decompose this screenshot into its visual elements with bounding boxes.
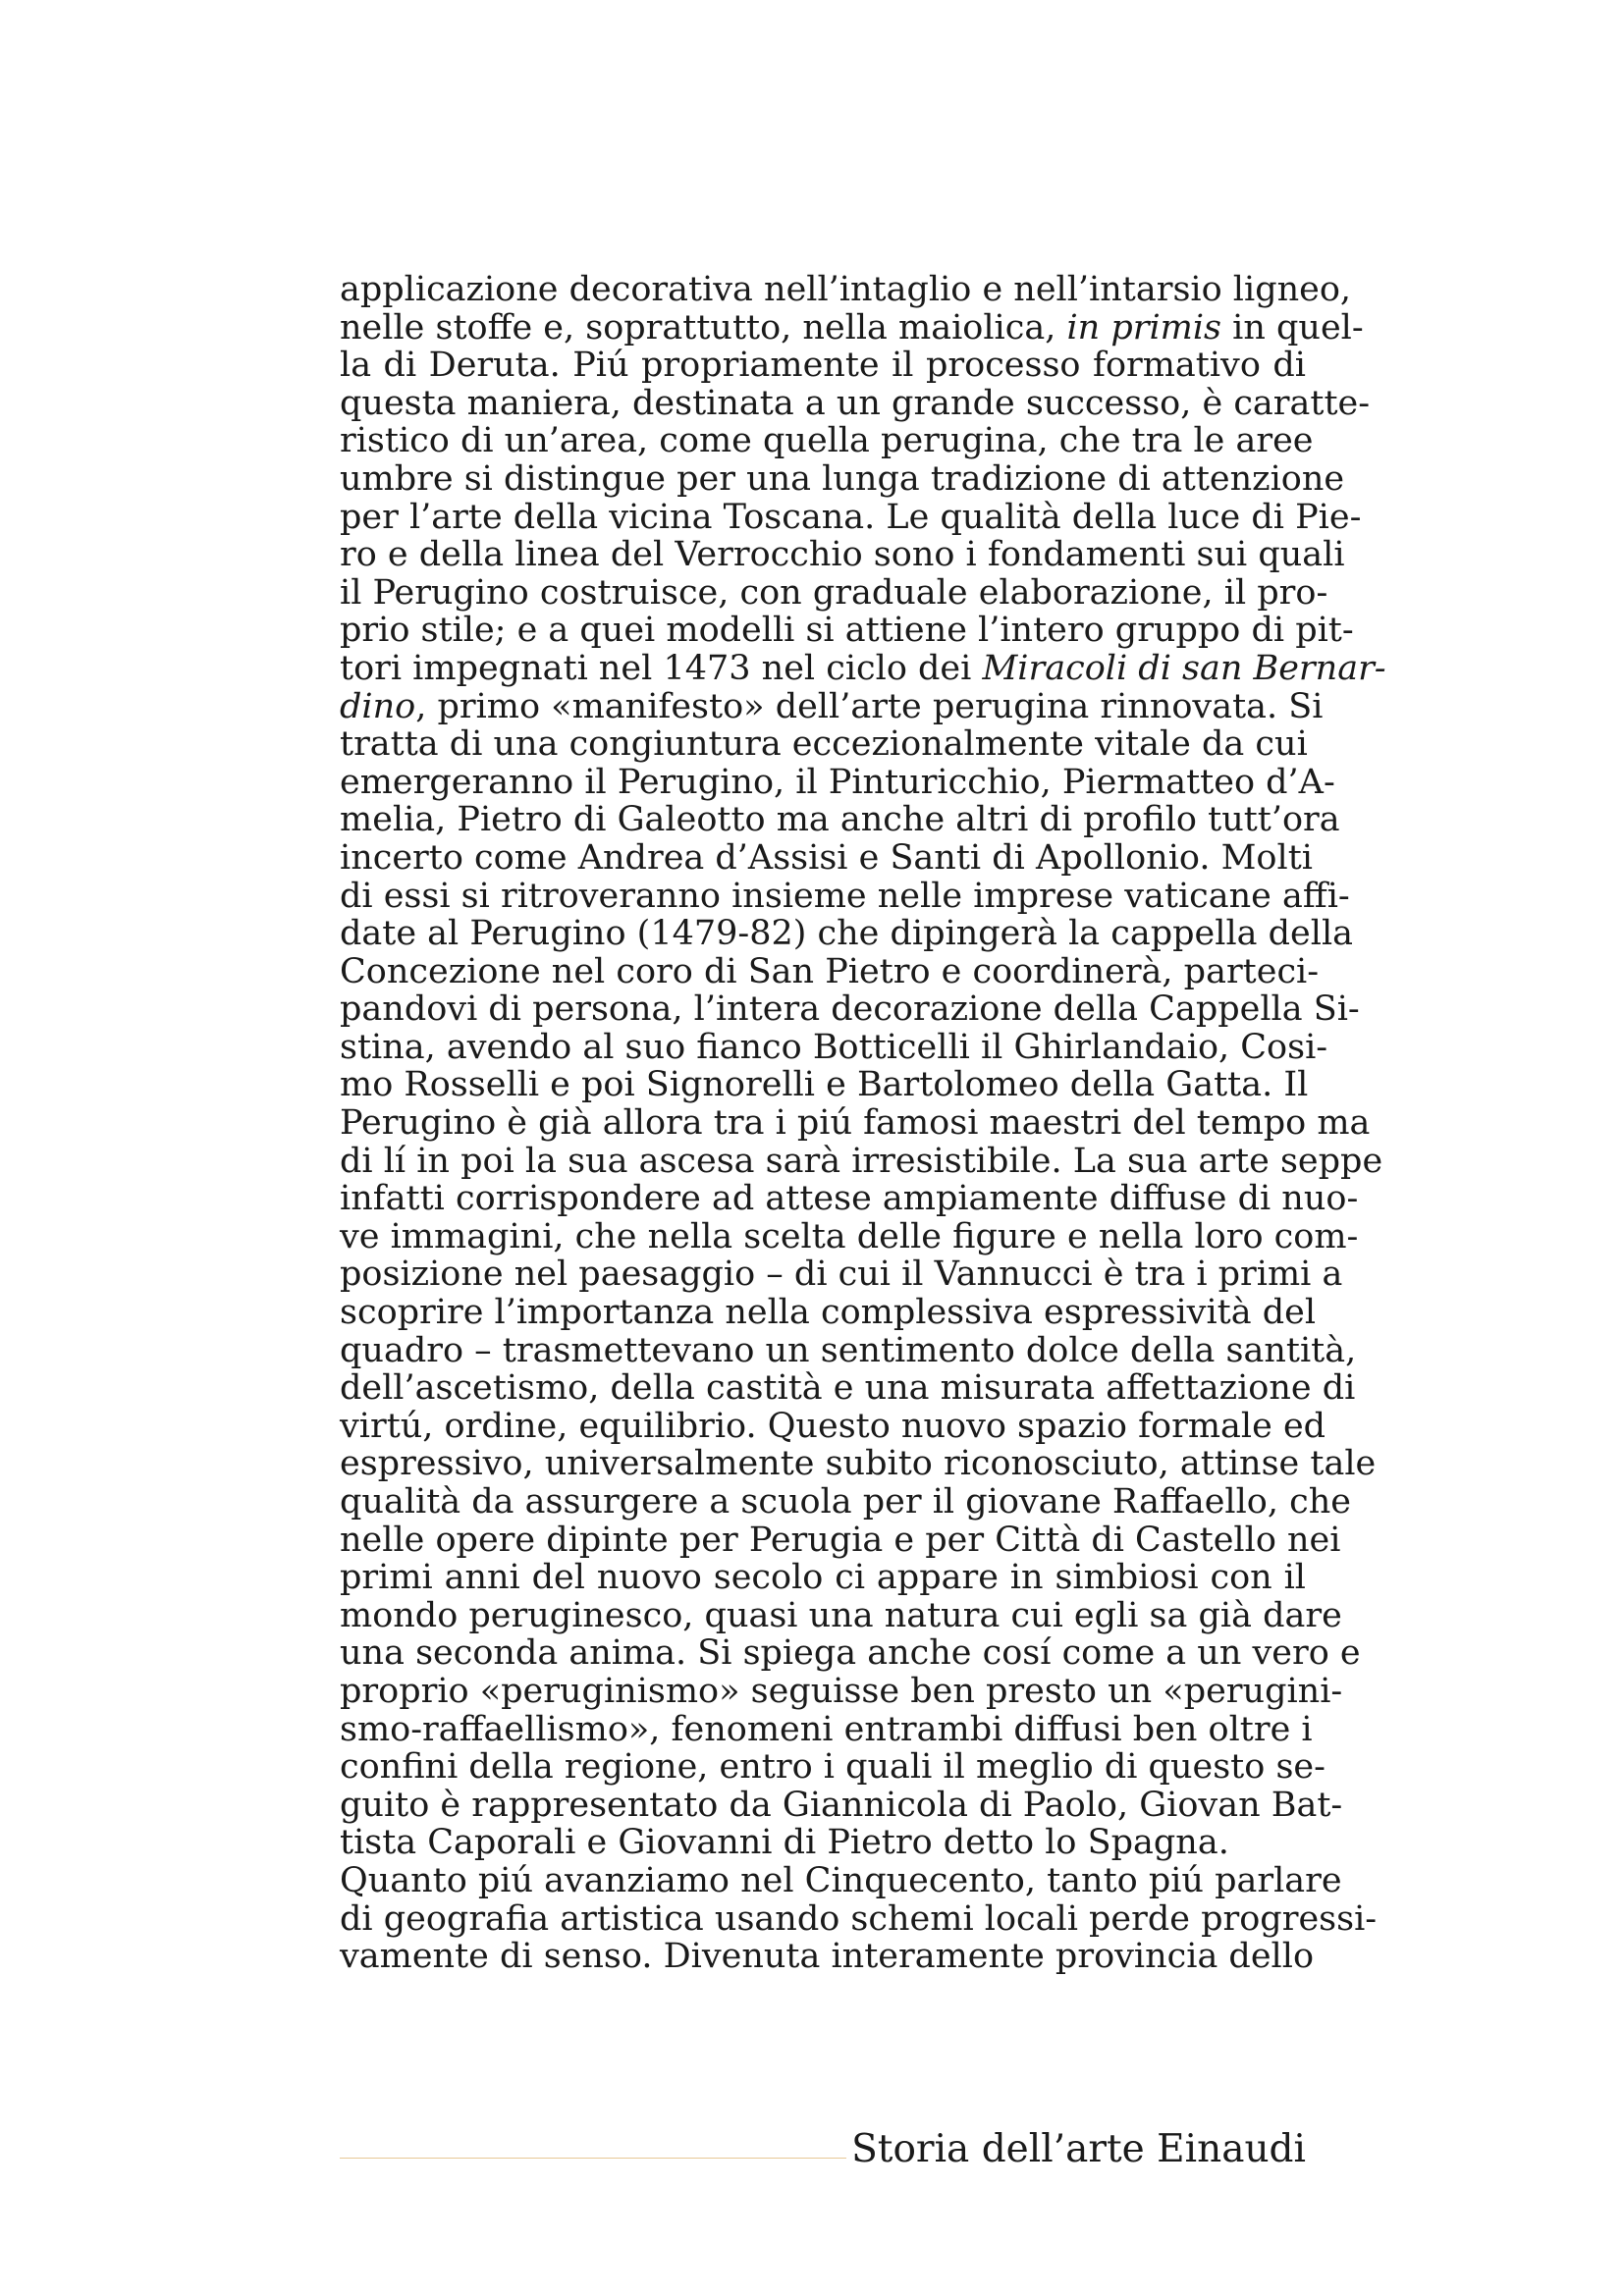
text-line: melia, Pietro di Galeotto ma anche altri di profilo tutt’ora	[340, 800, 1340, 840]
text-line: emergeranno il Perugino, il Pinturicchio, Piermatteo d’A-	[340, 762, 1335, 802]
text-line: vamente di senso. Divenuta interamente provincia dello	[340, 1937, 1315, 1977]
text-line: nelle opere dipinte per Perugia e per Città di Castello nei	[340, 1520, 1341, 1560]
text-line: ve immagini, che nella scelta delle figure e nella loro com-	[340, 1216, 1359, 1256]
text-line: tista Caporali e Giovanni di Pietro detto lo Spagna.	[340, 1823, 1229, 1863]
footer-rule	[340, 2158, 846, 2159]
text-line: scoprire l’importanza nella complessiva espressività del	[340, 1293, 1317, 1333]
text-line: virtú, ordine, equilibrio. Questo nuovo spazio formale ed	[340, 1406, 1326, 1446]
text-line: date al Perugino (1479-82) che dipingerà la cappella della	[340, 914, 1354, 954]
text-segment: nelle stoffe e, soprattutto, nella maiolica,	[340, 307, 1067, 347]
text-line: Concezione nel coro di San Pietro e coordinerà, parteci-	[340, 951, 1320, 991]
text-segment: tori impegnati nel 1473 nel ciclo dei	[340, 648, 983, 688]
text-line: primi anni del nuovo secolo ci appare in simbiosi con il	[340, 1558, 1306, 1598]
text-line	[340, 307, 1364, 347]
text-line: smo-raffaellismo», fenomeni entrambi diffusi ben oltre i	[340, 1709, 1313, 1749]
italic-term: in primis	[1066, 307, 1222, 347]
text-line: di geografia artistica usando schemi locali perde progressi-	[340, 1898, 1378, 1939]
text-line	[340, 686, 1324, 726]
footer-title: Storia dell’arte Einaudi	[851, 2127, 1306, 2171]
text-line: pandovi di persona, l’intera decorazione della Cappella Si-	[340, 989, 1360, 1030]
text-line: ristico di un’area, come quella perugina, che tra le aree	[340, 421, 1314, 461]
text-line: applicazione decorativa nell’intaglio e nell’intarsio ligneo,	[340, 270, 1352, 309]
text-line: mondo peruginesco, quasi una natura cui egli sa già dare	[340, 1595, 1342, 1635]
text-line: confini della regione, entro i quali il meglio di questo se-	[340, 1747, 1325, 1788]
text-line: incerto come Andrea d’Assisi e Santi di Apollonio. Molti	[340, 837, 1313, 878]
text-line: di essi si ritroveranno insieme nelle imprese vaticane affi-	[340, 876, 1350, 916]
text-line: Perugino è già allora tra i piú famosi maestri del tempo ma	[340, 1103, 1371, 1144]
text-line: il Perugino costruisce, con graduale elaborazione, il pro-	[340, 572, 1328, 613]
text-line: di lí in poi la sua ascesa sarà irresistibile. La sua arte seppe	[340, 1141, 1383, 1181]
text-line: Quanto piú avanziamo nel Cinquecento, tanto piú parlare	[340, 1860, 1342, 1900]
text-line: prio stile; e a quei modelli si attiene l’intero gruppo di pit-	[340, 611, 1354, 651]
text-line: posizione nel paesaggio – di cui il Vannucci è tra i primi a	[340, 1255, 1343, 1295]
italic-title: Miracoli di san Bernar-	[982, 648, 1386, 688]
text-line: proprio «peruginismo» seguisse ben presto un «perugini-	[340, 1671, 1343, 1711]
text-line: la di Deruta. Piú propriamente il processo formativo di	[340, 346, 1306, 386]
page-footer	[340, 2126, 1306, 2181]
text-line: questa maniera, destinata a un grande successo, è caratte-	[340, 383, 1371, 423]
body-text	[340, 270, 1386, 1977]
text-line: una seconda anima. Si spiega anche cosí come a un vero e	[340, 1633, 1361, 1674]
text-line: guito è rappresentato da Giannicola di Paolo, Giovan Bat-	[340, 1785, 1343, 1825]
text-line: dell’ascetismo, della castità e una misurata affettazione di	[340, 1368, 1356, 1409]
text-line: mo Rosselli e poi Signorelli e Bartolomeo della Gatta. Il	[340, 1065, 1309, 1105]
text-line: infatti corrispondere ad attese ampiamente diffuse di nuo-	[340, 1179, 1359, 1219]
text-line: qualità da assurgere a scuola per il giovane Raffaello, che	[340, 1482, 1351, 1522]
text-segment: , primo «manifesto» dell’arte perugina rinnovata. Si	[415, 686, 1324, 726]
text-line: quadro – trasmettevano un sentimento dolce della santità,	[340, 1330, 1357, 1370]
text-line	[340, 648, 1386, 688]
text-line: tratta di una congiuntura eccezionalmente vitale da cui	[340, 724, 1308, 765]
text-line: umbre si distingue per una lunga tradizione di attenzione	[340, 458, 1345, 499]
text-line: stina, avendo al suo fianco Botticelli il Ghirlandaio, Cosi-	[340, 1027, 1328, 1067]
text-line: per l’arte della vicina Toscana. Le qualità della luce di Pie-	[340, 497, 1362, 537]
italic-title: dino	[340, 686, 416, 726]
text-line: ro e della linea del Verrocchio sono i fondamenti sui quali	[340, 535, 1345, 575]
text-segment: in quel-	[1221, 307, 1364, 347]
text-line: espressivo, universalmente subito riconosciuto, attinse tale	[340, 1444, 1377, 1484]
